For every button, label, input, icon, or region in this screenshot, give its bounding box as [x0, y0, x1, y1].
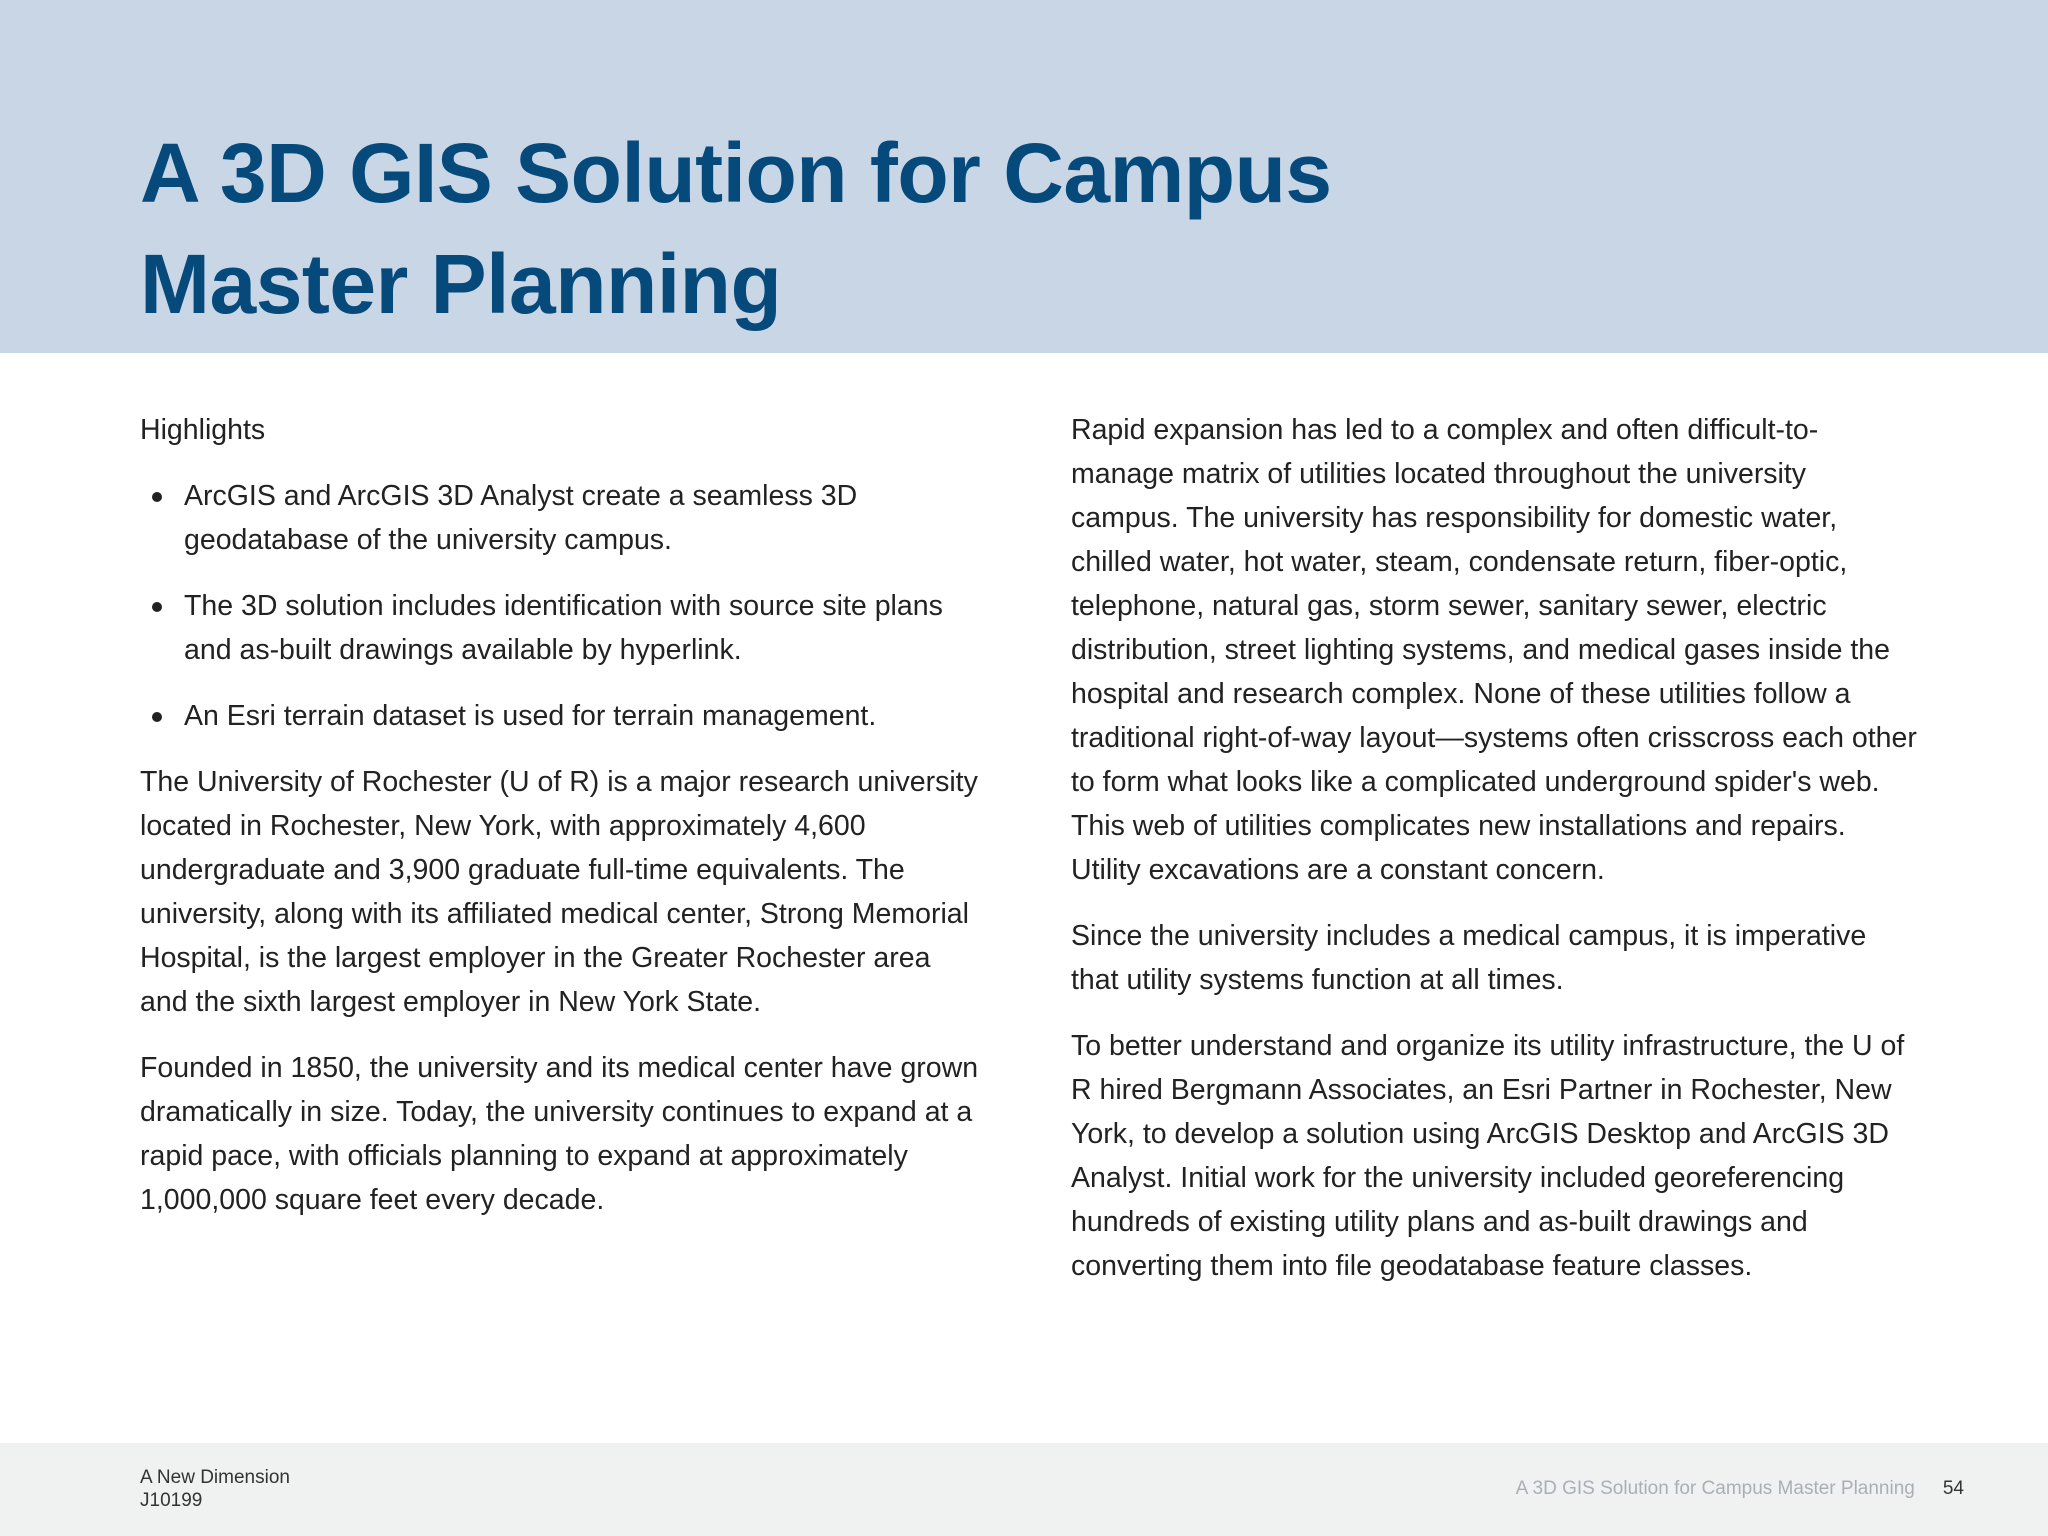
list-item — [140, 694, 980, 738]
body-paragraph: To better understand and organize its utility infrastructure, the U of R hired Bergmann Associates, an Esri Partner in Rochester, New York, to develop a solution using ArcGIS Desktop and ArcGIS 3D Analyst. Initial work for the university included georeferencing hundreds of existing utility plans and as-built drawings and converting them into file geodatabase feature classes. — [1071, 1030, 1905, 1282]
page-number: 54 — [1942, 1478, 1964, 1499]
footer-running-head — [1516, 1477, 1964, 1500]
body-paragraph: Since the university includes a medical campus, it is imperative that utility systems function at all times. — [1071, 920, 1867, 996]
page-title — [140, 118, 1640, 340]
list-item — [140, 474, 980, 562]
bullet-dot-icon — [152, 492, 162, 502]
bullet-text: ArcGIS and ArcGIS 3D Analyst create a seamless 3D geodatabase of the university campus. — [184, 480, 858, 556]
left-column — [140, 408, 980, 1244]
bullet-text: The 3D solution includes identification with source site plans and as-built drawings available by hyperlink. — [184, 590, 943, 666]
highlights-label: Highlights — [140, 414, 266, 446]
body-paragraph: Rapid expansion has led to a complex and often difficult-to-manage matrix of utilities located throughout the university campus. The university has responsibility for domestic water, chilled water, hot water, steam, condensate return, fiber-optic, telephone, natural gas, storm sewer, sanitary sewer, electric distribution, street lighting systems, and medical gases inside the hospital and research complex. None of these utilities follow a traditional right-of-way layout—systems often crisscross each other to form what looks like a complicated underground spider's web. This web of utilities complicates new installations and repairs. Utility excavations are a constant concern. — [1071, 414, 1917, 886]
bullet-dot-icon — [152, 712, 162, 722]
footer-publication-info — [140, 1466, 290, 1512]
running-title: A 3D GIS Solution for Campus Master Planning — [1515, 1478, 1915, 1499]
highlights-list — [140, 474, 980, 738]
publication-code: J10199 — [140, 1490, 203, 1511]
body-paragraph: Founded in 1850, the university and its medical center have grown dramatically in size. Today, the university continues to expand at a rapid pace, with officials planning to expand at approximately 1,000,000 square feet every decade. — [140, 1052, 979, 1216]
page-title-line-1: A 3D GIS Solution for Campus — [140, 126, 1332, 220]
body-paragraph: The University of Rochester (U of R) is a major research university located in Rochester, New York, with approximately 4,600 undergraduate and 3,900 graduate full-time equivalents. The university, along with its affiliated medical center, Strong Memorial Hospital, is the largest employer in the Greater Rochester area and the sixth largest employer in New York State. — [140, 766, 978, 1018]
bullet-text: An Esri terrain dataset is used for terrain management. — [184, 700, 877, 732]
bullet-dot-icon — [152, 602, 162, 612]
list-item — [140, 584, 980, 672]
right-column — [1071, 408, 1921, 1310]
page-title-line-2: Master Planning — [140, 237, 782, 331]
publication-name: A New Dimension — [140, 1467, 290, 1488]
